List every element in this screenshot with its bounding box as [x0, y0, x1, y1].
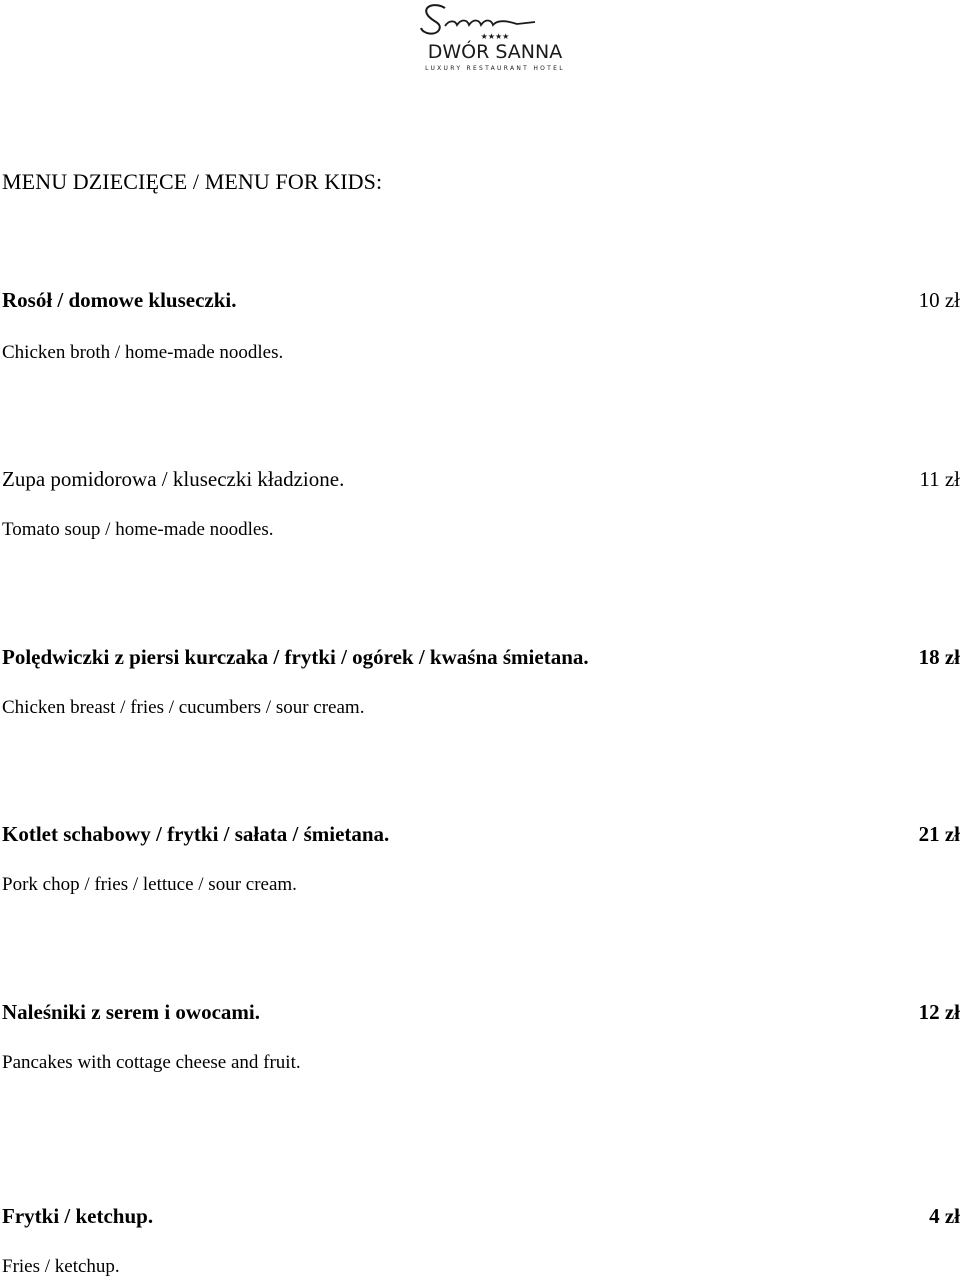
item-description: Chicken broth / home-made noodles.: [2, 342, 284, 363]
item-description: Tomato soup / home-made noodles.: [2, 519, 274, 540]
menu-item: [2, 1000, 960, 1073]
item-price: 12 zł: [918, 1000, 960, 1024]
item-price: 21 zł: [918, 822, 960, 846]
menu-item: [2, 645, 960, 718]
logo-tagline: LUXURY RESTAURANT HOTEL: [425, 65, 565, 72]
item-price: 10 zł: [918, 288, 960, 312]
hotel-logo: [405, 0, 585, 78]
item-name: Rosół / domowe kluseczki.: [2, 288, 237, 312]
menu-item: [2, 288, 960, 363]
item-price: 11 zł: [919, 467, 960, 491]
logo-brand: DWÓR SANNA: [427, 41, 563, 63]
item-name: Polędwiczki z piersi kurczaka / frytki / ogórek / kwaśna śmietana.: [2, 645, 589, 669]
item-name: Naleśniki z serem i owocami.: [2, 1000, 260, 1024]
menu-item: [2, 1204, 960, 1277]
item-price: 18 zł: [918, 645, 960, 669]
menu-item: [2, 467, 960, 540]
item-name: Zupa pomidorowa / kluseczki kładzione.: [2, 467, 345, 491]
item-description: Pancakes with cottage cheese and fruit.: [2, 1052, 301, 1073]
menu-item: [2, 822, 960, 895]
item-description: Fries / ketchup.: [2, 1256, 120, 1277]
item-description: Pork chop / fries / lettuce / sour cream.: [2, 874, 297, 895]
item-description: Chicken breast / fries / cucumbers / sour cream.: [2, 697, 365, 718]
item-price: 4 zł: [929, 1204, 960, 1228]
item-name: Frytki / ketchup.: [2, 1204, 154, 1228]
menu-heading: MENU DZIECIĘCE / MENU FOR KIDS:: [2, 169, 383, 194]
logo-stars: ★★★★: [480, 32, 510, 41]
item-name: Kotlet schabowy / frytki / sałata / śmietana.: [2, 822, 390, 846]
